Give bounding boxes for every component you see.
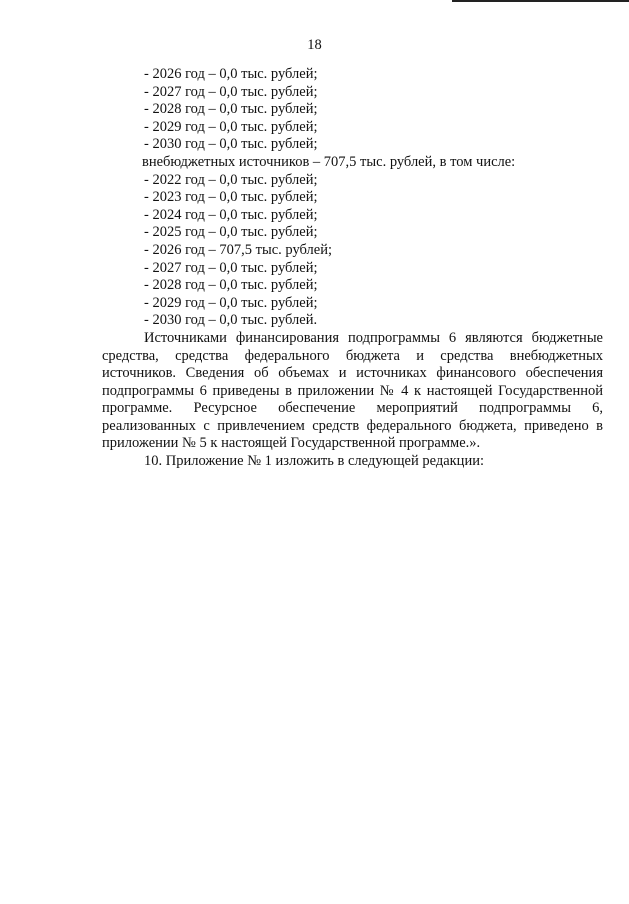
- top-rule: [452, 0, 629, 2]
- year-line: - 2024 год – 0,0 тыс. рублей;: [144, 206, 318, 223]
- page-number: 18: [307, 37, 322, 53]
- offbudget-heading: внебюджетных источников – 707,5 тыс. рублей, в том числе:: [142, 153, 516, 170]
- year-line: - 2026 год – 707,5 тыс. рублей;: [144, 241, 332, 258]
- year-line: - 2027 год – 0,0 тыс. рублей;: [144, 83, 318, 100]
- year-line: - 2029 год – 0,0 тыс. рублей;: [144, 294, 318, 311]
- funding-sources-paragraph: Источниками финансирования подпрограммы 6 являются бюджетные средства, средства федерального бюджета и средства внебюджетных источников. Сведения об объемах и источниках финансового обеспечения подпрограммы 6 приведены в приложении № 4 к настоящей Государственной программе. Ресурсное обеспечение мероприятий подпрограммы 6, реализованных с привлечением средств федерального бюджета, приведено в приложении № 5 к настоящей Государственной программе.».: [102, 329, 603, 452]
- year-line: - 2029 год – 0,0 тыс. рублей;: [144, 118, 318, 135]
- year-line: - 2026 год – 0,0 тыс. рублей;: [144, 66, 318, 82]
- year-line: - 2025 год – 0,0 тыс. рублей;: [144, 224, 318, 241]
- year-line: - 2022 год – 0,0 тыс. рублей;: [144, 171, 318, 188]
- year-line: - 2023 год – 0,0 тыс. рублей;: [144, 189, 318, 206]
- document-body: [102, 66, 603, 471]
- item-10-paragraph: 10. Приложение № 1 изложить в следующей редакции:: [144, 453, 484, 470]
- year-line: - 2027 год – 0,0 тыс. рублей;: [144, 259, 318, 276]
- year-line: - 2030 год – 0,0 тыс. рублей.: [144, 312, 318, 329]
- year-line: - 2028 год – 0,0 тыс. рублей;: [144, 101, 318, 118]
- year-line: - 2030 год – 0,0 тыс. рублей;: [144, 136, 318, 153]
- year-line: - 2028 год – 0,0 тыс. рублей;: [144, 277, 318, 294]
